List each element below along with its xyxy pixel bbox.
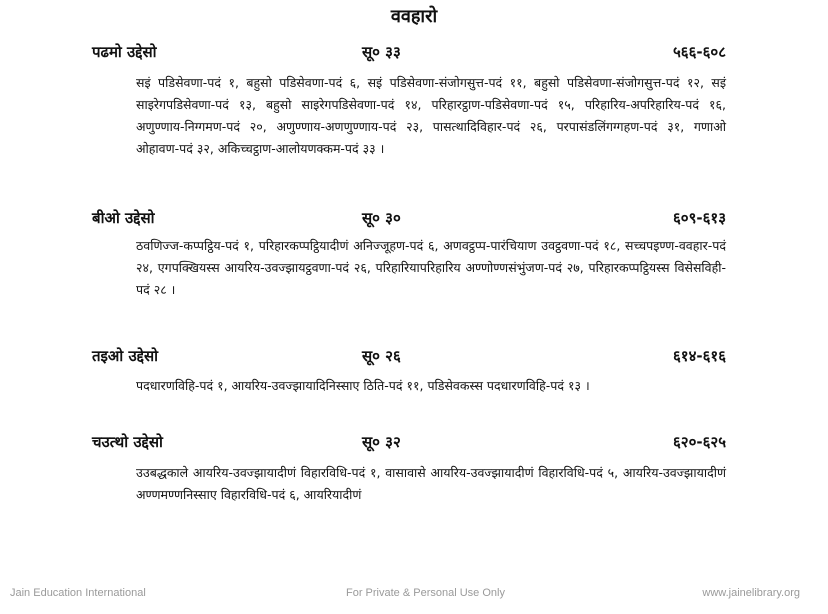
sutra-count: सू० ३३ <box>362 43 401 61</box>
footer-publisher: Jain Education International <box>10 587 146 599</box>
sutra-count: सू० ३२ <box>362 433 401 451</box>
section-name: पढमो उद्देसो <box>92 43 157 61</box>
section-name: तइओ उद्देसो <box>92 347 158 365</box>
page-range: ६१४-६१६ <box>672 347 726 365</box>
section-contents: उउबद्धकाले आयरिय-उवज्झायादीणं विहारविधि-पदं १, वासावासे आयरिय-उवज्झायादीणं विहारविधि-पदं ५, आयरिय-उवज्झायादीणं अण्णमण्णनिस्साए विहारविधि-पदं ६, आयरियादीणं <box>136 465 726 502</box>
section-contents: सइं पडिसेवणा-पदं १, बहुसो पडिसेवणा-पदं ६, सइं पडिसेवणा-संजोगसुत्त-पदं ११, बहुसो पडिसेवणा-संजोगसुत्त-पदं १२, सइं साइरेगपडिसेवणा-पदं १३, बहुसो साइरेगपडिसेवणा-पदं १४, परिहारट्ठाण-पडिसेवणा-पदं १५, परिहारिय-अपरिहारिय-पदं १६, अणुण्णाय-निग्गमण-पदं २०, अणुण्णाय-अणणुण्णाय-पदं २३, पासत्थादिविहार-पदं २६, परपासंडलिंगग्गहण-पदं ३१, गणाओ ओहावण-पदं ३२, अकिच्चट्ठाण-आलोयणक्कम-पदं ३३ । <box>136 75 726 156</box>
sutra-count: सू० ३० <box>362 209 401 227</box>
page-range: ५६६-६०८ <box>672 43 726 61</box>
section-contents: ठवणिज्ज-कप्पट्ठिय-पदं १, परिहारकप्पट्ठियादीणं अनिज्जूहण-पदं ६, अणवट्ठप्प-पारंचियाण उवट्ठवणा-पदं १८, सच्चपइण्ण-ववहार-पदं २४, एगपक्खियस्स आयरिय-उवज्झायट्ठवणा-पदं २६, परिहारियापरिहारिय अण्णोण्णसंभुंजण-पदं २७, परिहारकप्पट्ठियस्स विसेसविही-पदं २८ । <box>136 238 726 297</box>
page-range: ६०९-६१३ <box>672 209 726 227</box>
footer-website-link[interactable]: www.jainelibrary.org <box>702 587 800 599</box>
section-heading <box>92 42 726 64</box>
section-name: बीओ उद्देसो <box>92 209 155 227</box>
section-contents: पदधारणविहि-पदं १, आयरिय-उवज्झायादिनिस्साए ठिति-पदं ११, पडिसेवकस्स पदधारणविहि-पदं १३ । <box>136 378 590 393</box>
section-heading <box>92 208 726 230</box>
section-heading <box>92 346 726 368</box>
section-heading <box>92 432 726 454</box>
footer-usage-note: For Private & Personal Use Only <box>346 587 505 599</box>
section-name: चउत्थो उद्देसो <box>92 433 163 451</box>
sutra-count: सू० २६ <box>362 347 401 365</box>
page-title: ववहारो <box>390 6 438 27</box>
page-range: ६२०-६२५ <box>672 433 726 451</box>
